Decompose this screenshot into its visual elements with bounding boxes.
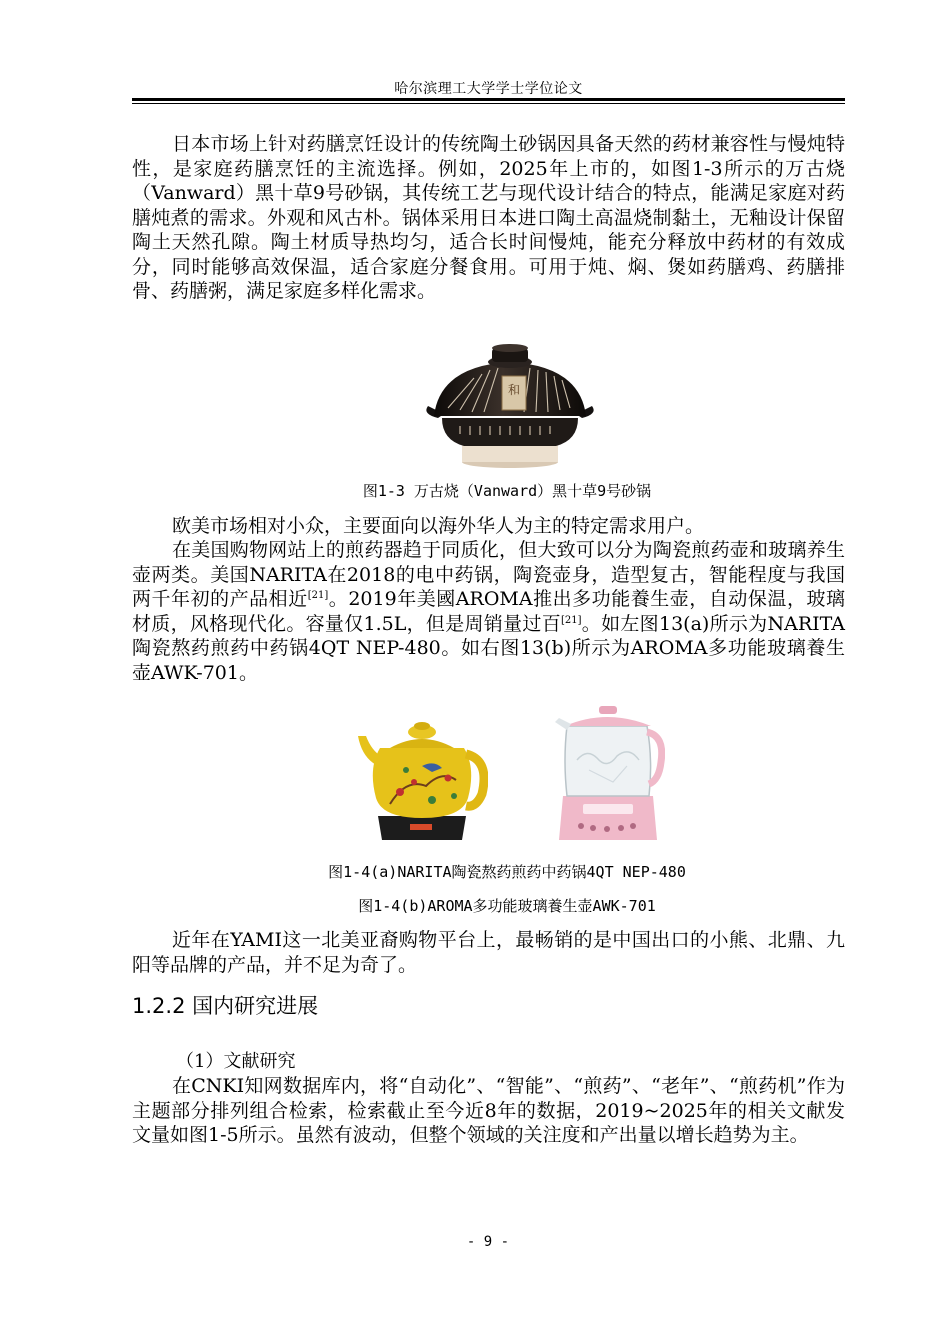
figure-glass-kettle-image [553,700,665,844]
paragraph-yami-platform: 近年在YAMI这一北美亚裔购物平台上，最畅销的是中国出口的小熊、北鼎、九阳等品牌的产品，并不足为奇了。 [132,929,845,976]
figure-1-3-caption: 图1-3 万古烧（Vanward）黑十草9号砂锅 [362,482,652,500]
section-heading: 1.2.2 国内研究进展 [132,994,319,1018]
running-header: 哈尔滨理工大学学士学位论文 [394,81,583,97]
citation-ref: [21] [307,590,329,601]
citation-ref: [21] [560,614,582,626]
figure-ceramic-kettle-image [356,708,488,842]
paragraph-cnki-research: 在CNKI知网数据库内，将“自动化”、“智能”、“煎药”、“老年”、“煎药机”作为主题部分排列组合检索，检索截止至今近8年的数据，2019~2025年的相关文献发文量如图1-5所示。虽然有波动，但整个领域的关注度和产出量以增长趋势为主。 [132,1075,845,1146]
paragraph-us-part1: 在美国购物网站上的煎药器趋于同质化，但大致可以分为陶瓷煎药壶和玻璃养生壶两类。美国NARITA在2018的电中药锅，陶瓷壶身，造型复古，智能程度与我国两千年初的产品相近 [132,539,845,610]
figure-1-4b-caption: 图1-4(b)AROMA多功能玻璃養生壶AWK-701 [358,897,656,915]
pot-label-character: 和 [507,383,521,397]
paragraph-japan-market: 日本市场上针对药膳烹饪设计的传统陶土砂锅因具备天然的药材兼容性与慢炖特性，是家庭药膳烹饪的主流选择。例如，2025年上市的，如图1-3所示的万古烧（Vanward）黑十草9号砂锅，其传统工艺与现代设计结合的特点，能满足家庭对药膳炖煮的需求。外观和风古朴。锅体采用日本进口陶土高温烧制黏土，无釉设计保留陶土天然孔隙。陶土材质导热均匀，适合长时间慢炖，能充分释放中药材的有效成分，同时能够高效保温，适合家庭分餐食用。可用于炖、焖、煲如药膳鸡、药膳排骨、药膳粥，满足家庭多样化需求。 [132,133,845,302]
paragraph-western-market: 欧美市场相对小众，主要面向以海外华人为主的特定需求用户。 [172,515,705,537]
figure-1-4a-caption: 图1-4(a)NARITA陶瓷熬药煎药中药锅4QT NEP-480 [328,863,686,881]
figure-clay-pot-image [420,340,600,472]
subsection-heading: （1）文献研究 [176,1051,296,1072]
header-rule-thin [132,103,845,104]
header-rule-thick [132,98,845,101]
paragraph-us-part2: 。2019年美國AROMA推出多功能養生壶，自动保温，玻璃材质，风格现代化。容量仅1.5L，但是周销量过百 [132,588,845,635]
paragraph-us-market [132,538,845,685]
page-number: - 9 - [466,1234,510,1250]
paragraph-us-part3: 。如左图13(a)所示为NARITA陶瓷熬药煎药中药锅4QT NEP-480。如右图13(b)所示为AROMA多功能玻璃養生壶AWK-701。 [132,612,845,684]
